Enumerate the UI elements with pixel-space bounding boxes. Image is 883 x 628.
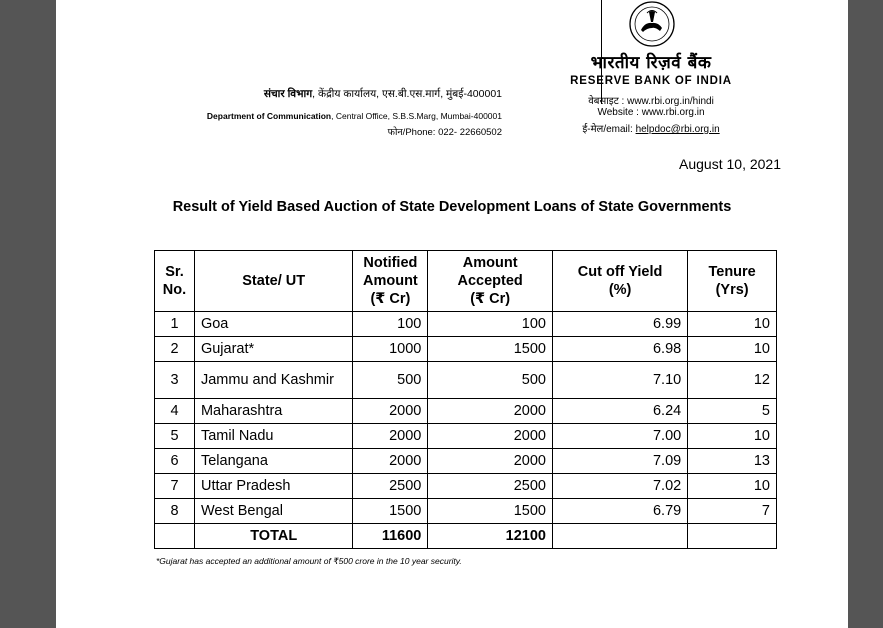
press-release-date: August 10, 2021 xyxy=(679,156,781,172)
cell-yield: 6.99 xyxy=(552,312,687,337)
cell-sr: 4 xyxy=(155,399,195,424)
cell-yield: 7.00 xyxy=(552,424,687,449)
cell-accepted: 100 xyxy=(428,312,553,337)
cell-notified: 2000 xyxy=(353,449,428,474)
table-header-row xyxy=(155,251,777,312)
cell-tenure: 10 xyxy=(688,424,777,449)
table-row xyxy=(155,312,777,337)
cell-tenure: 12 xyxy=(688,362,777,399)
table-row xyxy=(155,449,777,474)
cell-yield: 6.24 xyxy=(552,399,687,424)
cell-tenure: 10 xyxy=(688,337,777,362)
cell-tenure: 10 xyxy=(688,312,777,337)
cell-accepted: 2000 xyxy=(428,424,553,449)
email-line: ई-मेल/email: helpdoc@rbi.org.in xyxy=(582,124,720,135)
table-row xyxy=(155,424,777,449)
cell-sr: 7 xyxy=(155,474,195,499)
cell-notified: 1500 xyxy=(353,499,428,524)
document-page xyxy=(56,0,848,628)
rbi-emblem-icon xyxy=(627,0,677,48)
header-notified-amount: Notified Amount (₹ Cr) xyxy=(353,251,428,312)
cell-sr: 2 xyxy=(155,337,195,362)
cell-state: Uttar Pradesh xyxy=(194,474,352,499)
header-tenure: Tenure (Yrs) xyxy=(688,251,777,312)
cell-state: Goa xyxy=(194,312,352,337)
cell-accepted: 1500 xyxy=(428,499,553,524)
cell-notified: 1000 xyxy=(353,337,428,362)
cell-yield: 6.98 xyxy=(552,337,687,362)
header-amount-accepted: Amount Accepted (₹ Cr) xyxy=(428,251,553,312)
cell-accepted: 2000 xyxy=(428,449,553,474)
table-row xyxy=(155,362,777,399)
cell-yield: 6.79 xyxy=(552,499,687,524)
cell-notified: 100 xyxy=(353,312,428,337)
cell-tenure: 10 xyxy=(688,474,777,499)
cell-notified: 500 xyxy=(353,362,428,399)
total-notified: 11600 xyxy=(353,524,428,549)
cell-yield: 7.02 xyxy=(552,474,687,499)
email-link[interactable]: helpdoc@rbi.org.in xyxy=(635,124,720,135)
cell-sr: 3 xyxy=(155,362,195,399)
bank-name-hindi: भारतीय रिज़र्व बैंक xyxy=(590,53,712,73)
cell-yield: 7.09 xyxy=(552,449,687,474)
website-english[interactable]: Website : www.rbi.org.in xyxy=(597,107,705,118)
table-row xyxy=(155,337,777,362)
cell-sr: 8 xyxy=(155,499,195,524)
cell-sr: 5 xyxy=(155,424,195,449)
auction-results-table xyxy=(154,250,777,549)
cell-notified: 2000 xyxy=(353,399,428,424)
cell-state: Telangana xyxy=(194,449,352,474)
cell-empty xyxy=(552,524,687,549)
header-sr-no: Sr. No. xyxy=(155,251,195,312)
table-total-row xyxy=(155,524,777,549)
table-row xyxy=(155,474,777,499)
table-row xyxy=(155,399,777,424)
cell-notified: 2500 xyxy=(353,474,428,499)
cell-accepted: 2000 xyxy=(428,399,553,424)
bank-name-english: RESERVE BANK OF INDIA xyxy=(570,75,732,87)
footnote: *Gujarat has accepted an additional amount of ₹500 crore in the 10 year security. xyxy=(156,556,462,566)
cell-state: Jammu and Kashmir xyxy=(194,362,352,399)
cell-tenure: 5 xyxy=(688,399,777,424)
table-row xyxy=(155,499,777,524)
rbi-name-block xyxy=(554,50,748,87)
header-cutoff-yield: Cut off Yield (%) xyxy=(552,251,687,312)
total-label: TOTAL xyxy=(194,524,352,549)
phone-line: फोन/Phone: 022- 22660502 xyxy=(387,127,502,138)
cell-tenure: 13 xyxy=(688,449,777,474)
cell-sr: 6 xyxy=(155,449,195,474)
cell-empty xyxy=(688,524,777,549)
cell-notified: 2000 xyxy=(353,424,428,449)
cell-state: West Bengal xyxy=(194,499,352,524)
dept-english-line: Department of Communication, Central Office, S.B.S.Marg, Mumbai-400001 xyxy=(206,111,502,121)
total-accepted: 12100 xyxy=(428,524,553,549)
cell-accepted: 2500 xyxy=(428,474,553,499)
cell-accepted: 1500 xyxy=(428,337,553,362)
cell-state: Maharashtra xyxy=(194,399,352,424)
cell-tenure: 7 xyxy=(688,499,777,524)
document-title: Result of Yield Based Auction of State Development Loans of State Governments xyxy=(172,199,732,215)
cell-state: Tamil Nadu xyxy=(194,424,352,449)
header-state: State/ UT xyxy=(194,251,352,312)
website-hindi[interactable]: वेबसाइट : www.rbi.org.in/hindi xyxy=(588,96,714,107)
cell-state: Gujarat* xyxy=(194,337,352,362)
cell-sr: 1 xyxy=(155,312,195,337)
cell-empty xyxy=(155,524,195,549)
cell-yield: 7.10 xyxy=(552,362,687,399)
cell-accepted: 500 xyxy=(428,362,553,399)
dept-hindi-line: संचार विभाग, केंद्रीय कार्यालय, एस.बी.एस.मार्ग, मुंबई-400001 xyxy=(263,88,502,100)
